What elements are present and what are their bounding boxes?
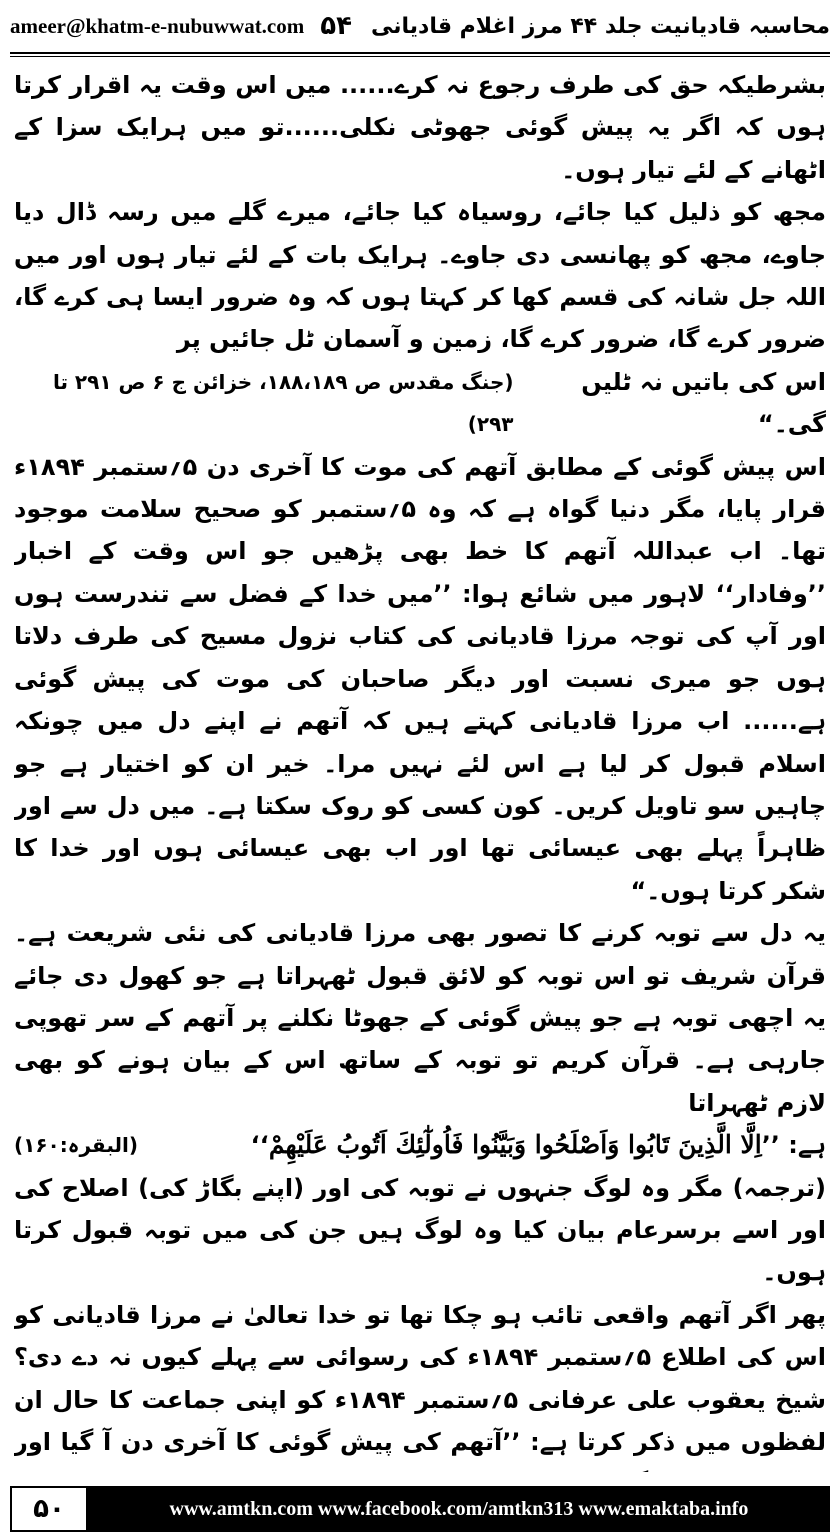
citation-line-1 <box>14 361 826 446</box>
footer-links: www.amtkn.com www.facebook.com/amtkn313 www.emaktaba.info <box>169 1497 749 1520</box>
verse-line <box>14 1124 826 1166</box>
quran-verse: اِلَّا الَّذِينَ تَابُوا وَاَصْلَحُوا وَبَيَّنُوا فَاُولٰٓئِكَ اَتُوبُ عَلَيْهِمْ <box>268 1130 762 1160</box>
header-page-number: ۵۴ <box>320 11 352 41</box>
paragraph-5: (ترجمہ) مگر وہ لوگ جنہوں نے توبہ کی اور (اپنے بگاڑ کی) اصلاح کی اور اسے برسرعام بیان کیا وہ لوگ ہیں جن کی میں توبہ قبول کرتا ہوں۔ <box>14 1173 826 1287</box>
page-header <box>0 0 840 52</box>
page-body <box>14 64 826 1472</box>
header-rule-thin <box>10 56 830 57</box>
verse-quote <box>251 1124 826 1166</box>
paragraph-2: مجھ کو ذلیل کیا جائے، روسیاہ کیا جائے، میرے گلے میں رسہ ڈال دیا جاوے، مجھ کو پھانسی دی جاوے۔ ہرایک بات کے لئے تیار ہوں اور میں اللہ جل شانہ کی قسم کھا کر کہتا ہوں کہ وہ ضرور ایسا ہی کرے گا، ضرور کرے گا، ضرور کرے گا، زمین و آسمان ٹل جائیں پر <box>14 198 826 354</box>
paragraph-6: پھر اگر آتھم واقعی تائب ہو چکا تھا تو خدا تعالیٰ نے مرزا قادیانی کو اس کی اطلاع ۵؍ستمبر ۱۸۹۴ء کی رسوائی سے پہلے کیوں نہ دے دی؟ شیخ یعقوب علی عرفانی ۵؍ستمبر ۱۸۹۴ء کو اپنی جماعت کا حال ان لفظوں میں ذکر کرتا ہے: ’’آتھم کی پیش گوئی کا آخری دن آ گیا اور <box>14 1300 826 1456</box>
running-title: محاسبہ قادیانیت جلد ۴۴ مرز اغلام قادیانی <box>371 13 830 39</box>
paragraph-1: بشرطیکہ حق کی طرف رجوع نہ کرے...... میں اس وقت یہ اقرار کرتا ہوں کہ اگر یہ پیش گوئی جھوٹی نکلی......تو میں ہرایک سزا کے اٹھانے کے لئے تیار ہوں۔ <box>14 71 826 184</box>
header-email: ameer@khatm-e-nubuwwat.com <box>10 13 305 38</box>
paragraph-4: یہ دل سے توبہ کرنے کا تصور بھی مرزا قادیانی کی نئی شریعت ہے۔ قرآن شریف تو اس توبہ کو لائق قبول ٹھہراتا ہے جو کھول دی جائے یہ اچھی توبہ ہے جو پیش گوئی کے جھوٹا نکلنے پر آتھم کے سر تھوپی جارہی ہے۔ قرآن کریم تو توبہ کے ساتھ اس کے بیان ہونے کو بھی لازم ٹھہراتا <box>14 919 826 1117</box>
verse-close: ‘‘ <box>250 1131 269 1160</box>
paragraph-3: اس پیش گوئی کے مطابق آتھم کی موت کا آخری دن ۵؍ستمبر ۱۸۹۴ء قرار پایا، مگر دنیا گواہ ہے کہ وہ ۵؍ستمبر کو صحیح سلامت موجود تھا۔ اب عبداللہ آتھم کا خط بھی پڑھیں جو اس وقت کے اخبار ’’وفادار‘‘ لاہور میں شائع ہوا: ’’میں خدا کے فضل سے تندرست ہوں اور آپ کی توجہ مرزا قادیانی کی کتاب نزول مسیح کی طرف دلاتا ہوں جو میری نسبت اور دیگر صاحبان کی موت کی پیش گوئی ہے...... اب مرزا قادیانی کہتے ہیں کہ آتھم نے اپنے دل میں چونکہ اسلام قبول کر لیا ہے اس لئے نہیں مرا۔ خیر ان کو اختیار ہے جو چاہیں سو تاویل کریں۔ کون کسی کو روک سکتا ہے۔ میں دل سے اور ظاہراً پہلے بھی عیسائی تھا اور اب بھی عیسائی ہوں اور خدا کا شکر کرتا ہوں۔“ <box>14 452 826 905</box>
reference-2: (البقرہ:۱۶۰) <box>14 1133 138 1158</box>
page-footer <box>10 1486 830 1532</box>
reference-1: (جنگ مقدس ص ۱۸۸،۱۸۹، خزائن ج ۶ ص ۲۹۱ تا ۲۹۳) <box>52 369 514 437</box>
paragraph-2-end: اس کی باتیں نہ ٹلیں گی۔“ <box>581 367 826 439</box>
header-left <box>10 11 352 41</box>
verse-lead: ہے: ’’ <box>761 1131 826 1160</box>
footer-page-number: ۵۰ <box>10 1486 88 1532</box>
header-rule <box>10 52 830 54</box>
